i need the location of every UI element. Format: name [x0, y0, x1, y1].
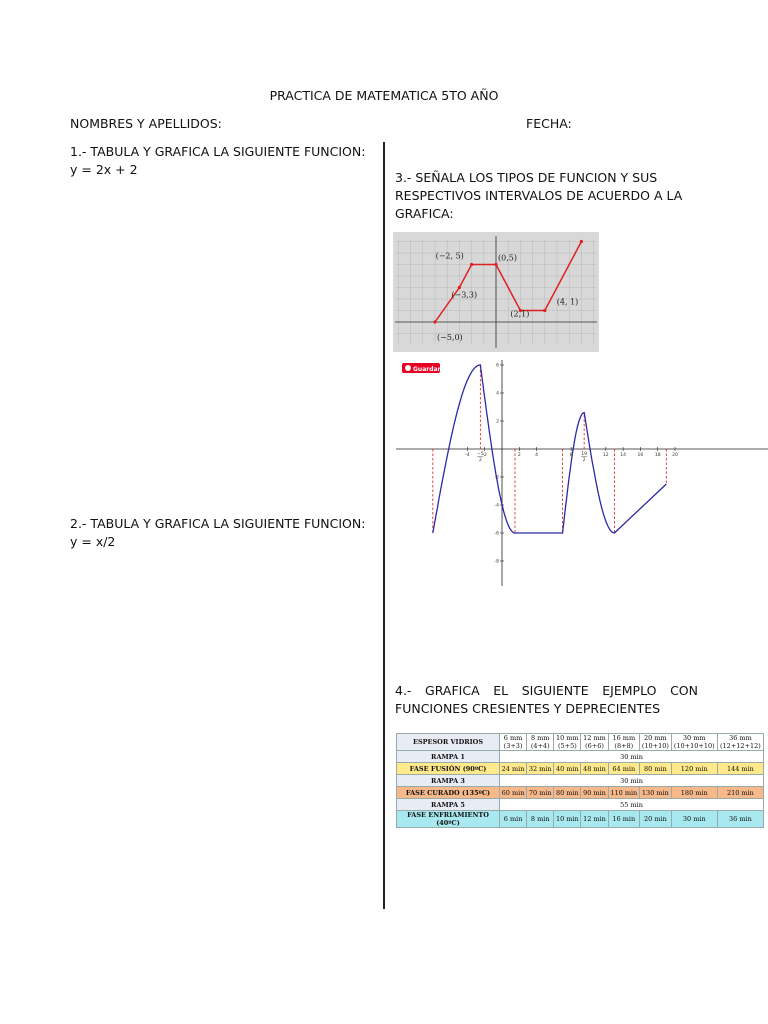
x-tick-label: 12: [602, 453, 609, 458]
question-1: 1.- TABULA Y GRAFICA LA SIGUIENTE FUNCION: y = 2x + 2: [70, 144, 366, 177]
row-label: FASE FUSIÓN (90ºC): [397, 763, 500, 775]
table-cell: 10 min: [554, 811, 581, 828]
x-tick-label: -2: [482, 453, 487, 458]
table-header-cell: 8 mm (4+4): [527, 734, 554, 751]
table-cell: 40 min: [554, 763, 581, 775]
table-row: [397, 799, 764, 811]
table-cell: 180 min: [671, 787, 717, 799]
y-tick-label: -2: [494, 475, 499, 481]
x-tick-label: 18: [654, 453, 661, 458]
table-row: [397, 775, 764, 787]
point-label: (−5,0): [437, 333, 463, 342]
graph-background: [396, 358, 768, 586]
point-label: (0,5): [498, 253, 517, 263]
question-3: 3.- SEÑALA LOS TIPOS DE FUNCION Y SUS RESPECTIVOS INTERVALOS DE ACUERDO A LA GRAFICA:: [395, 170, 683, 221]
data-point: [433, 320, 436, 323]
piecewise-graph: [393, 232, 599, 352]
save-badge[interactable]: [402, 363, 441, 373]
y-tick-label: 6: [496, 363, 499, 369]
save-badge-label: Guardar: [413, 366, 441, 373]
table-header-cell: 12 mm (6+6): [581, 734, 608, 751]
table-header-cell: 20 mm (10+10): [640, 734, 672, 751]
table-cell: 130 min: [640, 787, 672, 799]
row-label: RAMPA 3: [397, 775, 500, 787]
table-cell: 24 min: [500, 763, 527, 775]
point-label: (−2, 5): [435, 251, 464, 261]
y-tick-label: -4: [494, 503, 499, 509]
data-point: [543, 309, 546, 312]
table-cell: 60 min: [500, 787, 527, 799]
x-tick-label: 20: [672, 453, 678, 458]
fraction-nineteen-halves-num: 19: [581, 452, 588, 457]
table-header-cell: 16 mm (8+8): [608, 734, 639, 751]
point-label: (2,1): [510, 309, 530, 319]
table-row: [397, 811, 764, 828]
table-header-cell: 6 mm (3+3): [500, 734, 527, 751]
table-row: [397, 751, 764, 763]
table-header-cell: 10 mm (5+5): [554, 734, 581, 751]
table-row: [397, 787, 764, 799]
fraction-nineteen-halves-den: 2: [582, 458, 586, 463]
glass-table: [396, 733, 764, 841]
table-row: [397, 763, 764, 775]
table-cell: 8 min: [527, 811, 554, 828]
table-header-cell: 30 mm (10+10+10): [671, 734, 717, 751]
table-cell: 12 min: [581, 811, 608, 828]
names-label: NOMBRES Y APELLIDOS:: [70, 116, 222, 131]
data-point: [580, 240, 583, 243]
table-cell: 90 min: [581, 787, 608, 799]
table-cell: 120 min: [671, 763, 717, 775]
table-cell: 30 min: [671, 811, 717, 828]
table-cell: 48 min: [581, 763, 608, 775]
data-point: [458, 286, 461, 289]
table-cell: 32 min: [527, 763, 554, 775]
row-label: FASE CURADO (135ºC): [397, 787, 500, 799]
table-cell: 30 min: [500, 775, 764, 787]
table-header-cell: 36 mm (12+12+12): [717, 734, 763, 751]
table-cell: 16 min: [608, 811, 639, 828]
x-tick-label: 4: [535, 453, 539, 458]
table-cell: 20 min: [640, 811, 672, 828]
x-tick-label: 16: [637, 453, 644, 458]
fraction-neg-five-halves-den: 2: [478, 458, 482, 463]
question-2: 2.- TABULA Y GRAFICA LA SIGUIENTE FUNCION: y = x/2: [70, 516, 366, 549]
curve-graph: [396, 358, 768, 586]
row-label: FASE ENFRIAMIENTO (40ºC): [397, 811, 500, 828]
x-tick-label: -4: [465, 453, 470, 458]
row-label: RAMPA 5: [397, 799, 500, 811]
y-tick-label: -6: [494, 531, 499, 537]
point-label: (4, 1): [556, 297, 579, 307]
table-header-label: ESPESOR VIDRIOS: [397, 734, 500, 751]
table-cell: 36 min: [717, 811, 763, 828]
table-cell: 144 min: [717, 763, 763, 775]
table-cell: 64 min: [608, 763, 639, 775]
fraction-neg-five-halves-num: −5: [477, 452, 484, 457]
page-title: PRACTICA DE MATEMATICA 5TO AÑO: [269, 88, 499, 103]
date-label: FECHA:: [526, 116, 572, 131]
x-tick-label: 14: [620, 453, 626, 458]
question-4-line-1: 4.- GRAFICA EL SIGUIENTE EJEMPLO CON: [395, 683, 698, 698]
x-tick-label: 2: [517, 453, 521, 458]
table-cell: 30 min: [500, 751, 764, 763]
table-cell: 6 min: [500, 811, 527, 828]
table-cell: 80 min: [640, 763, 672, 775]
row-label: RAMPA 1: [397, 751, 500, 763]
y-tick-label: 4: [496, 391, 499, 397]
y-tick-label: -8: [494, 559, 499, 565]
x-tick-label: 8: [569, 453, 573, 458]
question-4-line-2: FUNCIONES CRESIENTES Y DEPRECIENTES: [395, 701, 661, 716]
point-label: (−3,3): [451, 290, 478, 300]
data-point: [470, 263, 473, 266]
column-divider: [383, 142, 385, 909]
question-4: [395, 682, 698, 718]
table-cell: 210 min: [717, 787, 763, 799]
table-cell: 70 min: [527, 787, 554, 799]
y-tick-label: 2: [496, 419, 499, 425]
table-cell: 110 min: [608, 787, 639, 799]
data-point: [494, 263, 497, 266]
table-cell: 80 min: [554, 787, 581, 799]
table-cell: 55 min: [500, 799, 764, 811]
pin-icon: [405, 365, 411, 371]
